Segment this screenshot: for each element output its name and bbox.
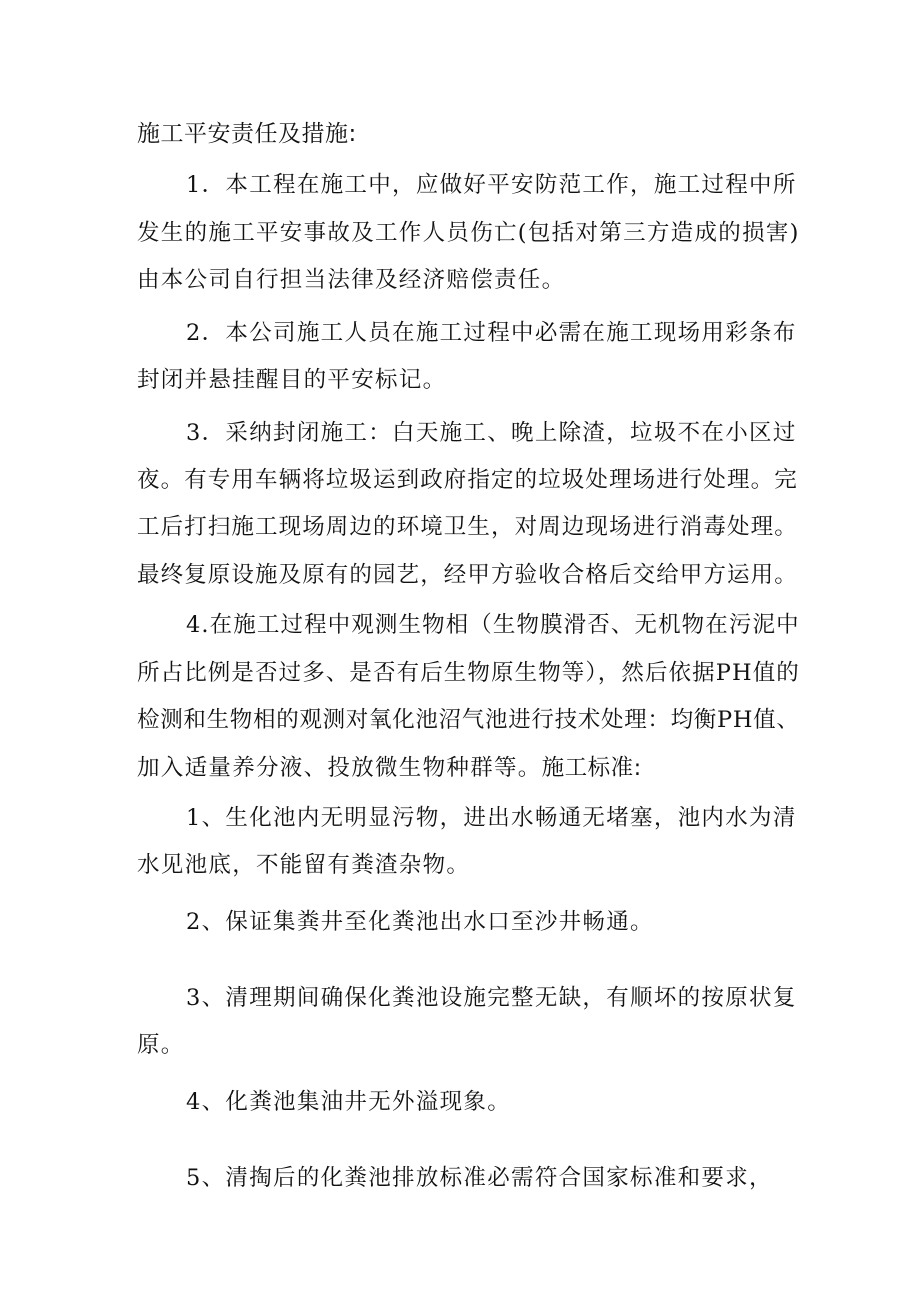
paragraph-line: 工后打扫施工现场周边的环境卫生，对周边现场进行消毒处理。 (137, 514, 798, 540)
section-heading-safety: 施工平安责任及措施: (137, 121, 357, 147)
paragraph-line: 1、生化池内无明显污物，进出水畅通无堵塞，池内水为清 (186, 805, 797, 831)
paragraph-line: 夜。有专用车辆将垃圾运到政府指定的垃圾处理场进行处理。完 (137, 467, 798, 493)
paragraph-line: 水见池底，不能留有粪渣杂物。 (137, 852, 471, 878)
paragraph-line: 4、化粪池集油井无外溢现象。 (186, 1089, 512, 1115)
paragraph-line: 发生的施工平安事故及工作人员伤亡(包括对第三方造成的损害) (137, 220, 800, 246)
paragraph-line: 3、清理期间确保化粪池设施完整无缺，有顺坏的按原状复 (186, 985, 797, 1011)
paragraph-line: 5、清掏后的化粪池排放标准必需符合国家标准和要求， (186, 1165, 773, 1191)
paragraph-line: 所占比例是否过多、是否有后生物原生物等），然后依据PH值的 (137, 660, 800, 686)
paragraph-line (137, 753, 642, 783)
paragraph-line: 3．采纳封闭施工：白天施工、晚上除渣，垃圾不在小区过 (186, 420, 797, 446)
paragraph-line-text: 加入适量养分液、投放微生物种群等。 (137, 755, 542, 781)
paragraph-line: 1．本工程在施工中，应做好平安防范工作，施工过程中所 (186, 172, 797, 198)
paragraph-line: 2、保证集粪井至化粪池出水口至沙井畅通。 (186, 909, 654, 935)
paragraph-line: 2．本公司施工人员在施工过程中必需在施工现场用彩条布 (186, 320, 797, 346)
section-heading-standards: 施工标准: (541, 755, 642, 781)
paragraph-line: 由本公司自行担当法律及经济赔偿责任。 (137, 267, 566, 293)
paragraph-line: 最终复原设施及原有的园艺，经甲方验收合格后交给甲方运用。 (137, 562, 798, 588)
paragraph-line: 4.在施工过程中观测生物相（生物膜滑否、无机物在污泥中 (186, 612, 800, 638)
paragraph-line: 封闭并悬挂醒目的平安标记。 (137, 367, 447, 393)
paragraph-line: 原。 (137, 1032, 185, 1058)
paragraph-line: 检测和生物相的观测对氧化池沼气池进行技术处理：均衡PH值、 (137, 707, 800, 733)
